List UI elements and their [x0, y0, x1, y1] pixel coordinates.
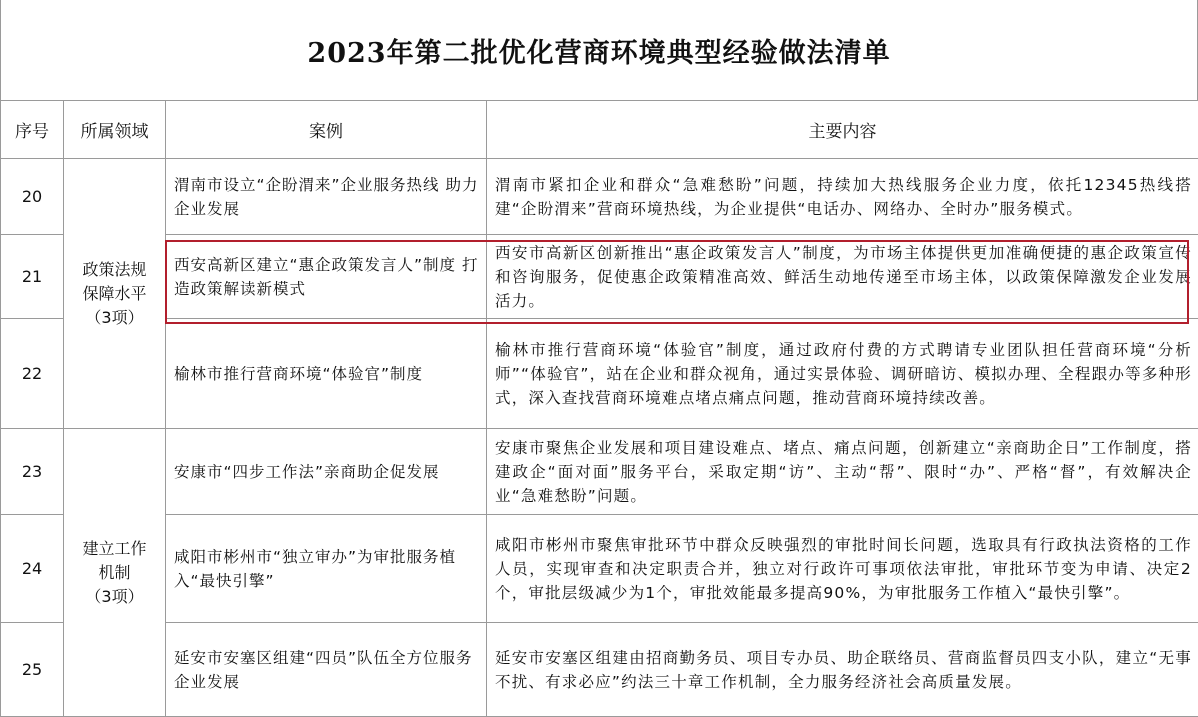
group-label-line: 建立工作: [82, 538, 147, 558]
row-seq: 22: [1, 319, 64, 429]
header-field: 所属领域: [64, 101, 166, 159]
row-case: 咸阳市彬州市“独立审办”为审批服务植入“最快引擎”: [166, 515, 487, 623]
row-case: 西安高新区建立“惠企政策发言人”制度 打造政策解读新模式: [166, 235, 487, 319]
row-content: 安康市聚焦企业发展和项目建设难点、堵点、痛点问题，创新建立“亲商助企日”工作制度，搭建政企“面对面”服务平台，采取定期“访”、主动“帮”、限时“办”、严格“督”，有效解决企业“急难愁盼”问题。: [487, 429, 1198, 515]
table-row: [1, 159, 1198, 235]
row-seq: 23: [1, 429, 64, 515]
row-seq: 21: [1, 235, 64, 319]
row-content: 榆林市推行营商环境“体验官”制度，通过政府付费的方式聘请专业团队担任营商环境“分析师”“体验官”，站在企业和群众视角，通过实景体验、调研暗访、模拟办理、全程跟办等多种形式，深入查找营商环境难点堵点痛点问题，推动营商环境持续改善。: [487, 319, 1198, 429]
table-row: [1, 623, 1198, 717]
table-header-row: [1, 101, 1198, 159]
group-mechanism-field: [64, 429, 166, 717]
table-row: [1, 319, 1198, 429]
group-label-line: 政策法规: [82, 259, 147, 279]
group-label-line: 保障水平: [82, 283, 147, 303]
row-case: 榆林市推行营商环境“体验官”制度: [166, 319, 487, 429]
cases-table: [0, 100, 1198, 717]
row-seq: 20: [1, 159, 64, 235]
header-seq: 序号: [1, 101, 64, 159]
row-content: 西安市高新区创新推出“惠企政策发言人”制度，为市场主体提供更加准确便捷的惠企政策宣传和咨询服务，促使惠企政策精准高效、鲜活生动地传递至市场主体，以政策保障激发企业发展活力。: [487, 235, 1198, 319]
row-content: 延安市安塞区组建由招商勤务员、项目专办员、助企联络员、营商监督员四支小队，建立“无事不扰、有求必应”约法三十章工作机制，全力服务经济社会高质量发展。: [487, 623, 1198, 717]
group-count: （3项）: [85, 586, 144, 606]
header-content: 主要内容: [487, 101, 1198, 159]
group-count: （3项）: [85, 307, 144, 327]
table-row: [1, 515, 1198, 623]
page-title: 2023年第二批优化营商环境典型经验做法清单: [0, 0, 1198, 100]
table-row: [1, 235, 1198, 319]
group-policy-field: [64, 159, 166, 429]
row-case: 安康市“四步工作法”亲商助企促发展: [166, 429, 487, 515]
table-row: [1, 429, 1198, 515]
row-seq: 24: [1, 515, 64, 623]
row-seq: 25: [1, 623, 64, 717]
row-case: 渭南市设立“企盼渭来”企业服务热线 助力企业发展: [166, 159, 487, 235]
row-case: 延安市安塞区组建“四员”队伍全方位服务企业发展: [166, 623, 487, 717]
group-label-line: 机制: [98, 562, 131, 582]
header-case: 案例: [166, 101, 487, 159]
row-content: 渭南市紧扣企业和群众“急难愁盼”问题，持续加大热线服务企业力度，依托12345热线搭建“企盼渭来”营商环境热线，为企业提供“电话办、网络办、全时办”服务模式。: [487, 159, 1198, 235]
row-content: 咸阳市彬州市聚焦审批环节中群众反映强烈的审批时间长问题，选取具有行政执法资格的工作人员，实现审查和决定职责合并，独立对行政许可事项依法审批，审批环节变为申请、决定2个，审批层级减少为1个，审批效能最多提高90%，为审批服务工作植入“最快引擎”。: [487, 515, 1198, 623]
